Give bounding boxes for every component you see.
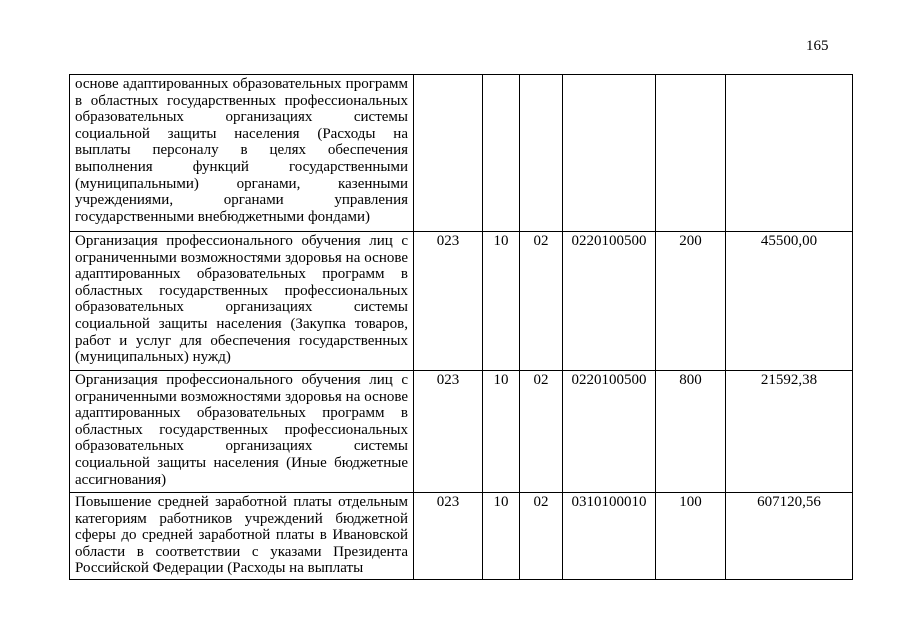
cell-expense-type	[656, 75, 726, 232]
cell-ministry: 023	[414, 232, 483, 371]
page-number: 165	[806, 38, 829, 54]
row-description: основе адаптированных образовательных программ в областных государственных профессиональных образовательных организациях системы социальной защиты населения (Расходы на выплаты персоналу в целях обеспечения выполнения функций государственными (муниципальными) органами, казенными учреждениями, органами управления государственными внебюджетными фондами)	[70, 75, 414, 232]
cell-ministry: 023	[414, 371, 483, 493]
cell-amount: 45500,00	[726, 232, 853, 371]
cell-subsection	[520, 75, 563, 232]
cell-target-article: 0310100010	[563, 493, 656, 580]
row-description: Повышение средней заработной платы отдельным категориям работников учреждений бюджетной сферы до средней заработной платы в Ивановской области в соответствии с указами Президента Российской Федерации (Расходы на выплаты	[70, 493, 414, 580]
cell-section: 10	[483, 371, 520, 493]
cell-expense-type: 100	[656, 493, 726, 580]
cell-ministry: 023	[414, 493, 483, 580]
cell-subsection: 02	[520, 232, 563, 371]
cell-amount: 607120,56	[726, 493, 853, 580]
cell-ministry	[414, 75, 483, 232]
cell-section: 10	[483, 493, 520, 580]
cell-expense-type: 200	[656, 232, 726, 371]
cell-target-article: 0220100500	[563, 371, 656, 493]
cell-subsection: 02	[520, 371, 563, 493]
row-description: Организация профессионального обучения лиц с ограниченными возможностями здоровья на основе адаптированных образовательных программ в областных государственных профессиональных образовательных организациях системы социальной защиты населения (Закупка товаров, работ и услуг для обеспечения государственных (муниципальных) нужд)	[70, 232, 414, 371]
budget-table	[69, 74, 853, 580]
row-description: Организация профессионального обучения лиц с ограниченными возможностями здоровья на основе адаптированных образовательных программ в областных государственных профессиональных образовательных организациях системы социальной защиты населения (Иные бюджетные ассигнования)	[70, 371, 414, 493]
cell-section: 10	[483, 232, 520, 371]
cell-expense-type: 800	[656, 371, 726, 493]
cell-amount	[726, 75, 853, 232]
cell-section	[483, 75, 520, 232]
table-row	[70, 232, 853, 371]
cell-subsection: 02	[520, 493, 563, 580]
table-row	[70, 75, 853, 232]
table-row	[70, 493, 853, 580]
table-row	[70, 371, 853, 493]
cell-amount: 21592,38	[726, 371, 853, 493]
cell-target-article	[563, 75, 656, 232]
cell-target-article: 0220100500	[563, 232, 656, 371]
